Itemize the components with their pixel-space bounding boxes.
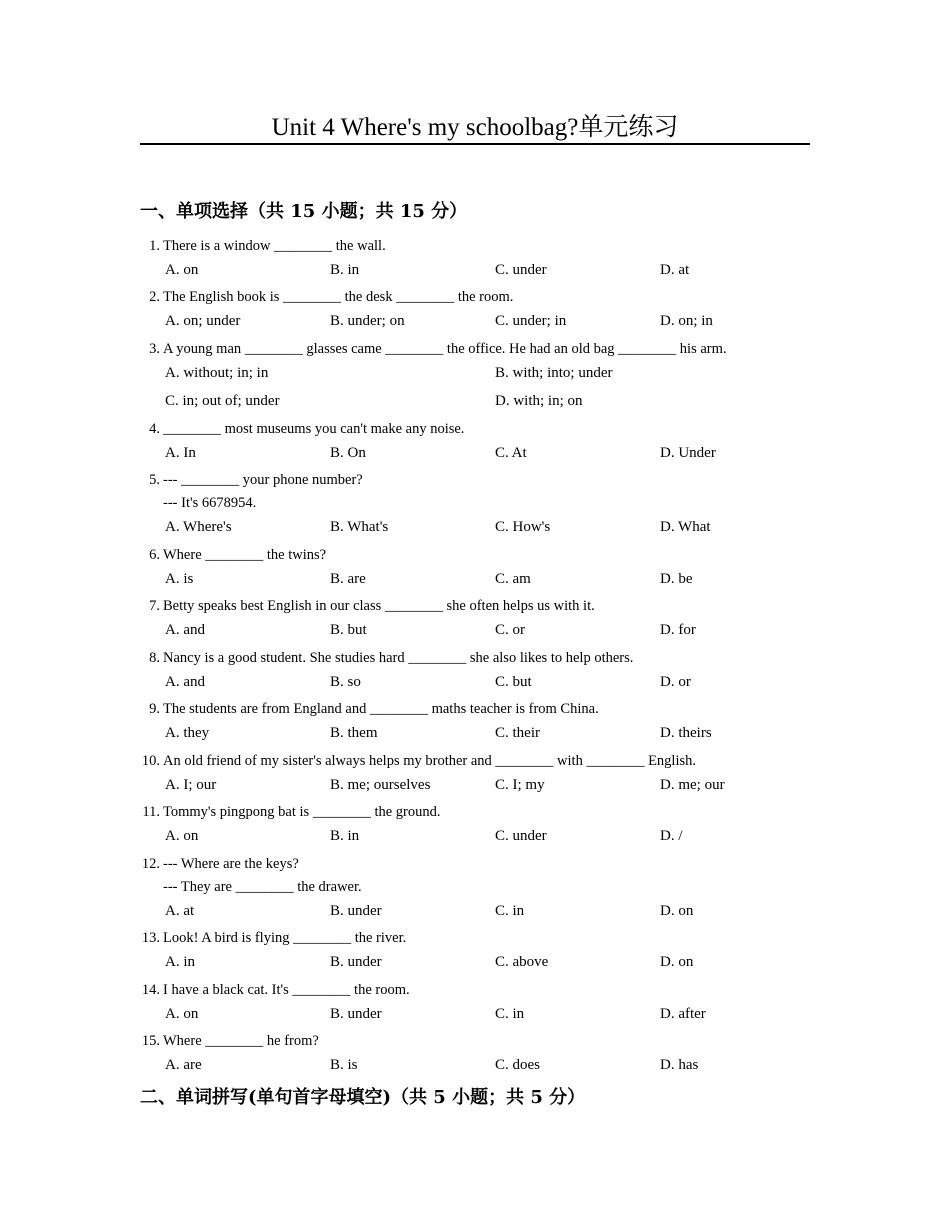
question-number: 9. [149, 701, 160, 717]
answer-option: D. / [660, 828, 683, 844]
question-text: I have a black cat. It's ________ the room. [163, 982, 410, 998]
answer-option: C. or [495, 622, 525, 638]
answer-option: A. on [165, 828, 199, 844]
answer-option: C. above [495, 954, 549, 970]
answer-option: D. Under [660, 445, 716, 461]
answer-option: D. on; in [660, 313, 713, 329]
answer-option: A. at [165, 903, 195, 919]
answer-option: A. without; in; in [165, 365, 269, 381]
question-number: 15. [141, 1033, 160, 1049]
answer-option: D. has [660, 1057, 699, 1073]
answer-option: B. but [330, 622, 367, 638]
question-number: 1. [149, 238, 160, 254]
answer-option: A. I; our [165, 777, 217, 793]
question-text: ________ most museums you can't make any noise. [163, 421, 465, 437]
question-number: 13. [141, 930, 160, 946]
answer-option: D. theirs [660, 725, 712, 741]
answer-option: D. be [660, 571, 693, 587]
question-text: Nancy is a good student. She studies hard ________ she also likes to help others. [163, 650, 634, 666]
answer-option: B. with; into; under [495, 365, 613, 381]
question-number: 14. [141, 982, 160, 998]
page-title: Unit 4 Where's my schoolbag?单元练习 [271, 114, 679, 141]
answer-option: B. is [330, 1057, 358, 1073]
question-text: A young man ________ glasses came ________ the office. He had an old bag ________ his arm. [163, 341, 727, 357]
answer-option: B. in [330, 262, 360, 278]
answer-option: A. they [165, 725, 210, 741]
question-number: 10. [141, 753, 160, 769]
answer-option: A. In [165, 445, 196, 461]
answer-option: A. and [165, 674, 205, 690]
answer-option: B. are [330, 571, 366, 587]
answer-option: D. on [660, 903, 694, 919]
question-text: Where ________ he from? [163, 1033, 319, 1049]
answer-option: B. under [330, 954, 382, 970]
answer-option: C. in [495, 1006, 525, 1022]
answer-option: A. and [165, 622, 205, 638]
section-heading-1: 一、单项选择（共 15 小题；共 15 分） [140, 201, 468, 222]
question-number: 3. [149, 341, 160, 357]
answer-option: A. is [165, 571, 194, 587]
answer-option: B. in [330, 828, 360, 844]
answer-option: B. me; ourselves [330, 777, 431, 793]
question-text: There is a window ________ the wall. [163, 238, 386, 254]
question-number: 8. [149, 650, 160, 666]
answer-option: B. so [330, 674, 361, 690]
question-text: Where ________ the twins? [163, 547, 327, 563]
question-text: --- ________ your phone number? [163, 472, 363, 488]
question-number: 5. [149, 472, 160, 488]
answer-option: A. on [165, 262, 199, 278]
question-text: Tommy's pingpong bat is ________ the ground. [163, 804, 441, 820]
question-number: 2. [149, 289, 160, 305]
question-text: Look! A bird is flying ________ the river. [163, 930, 407, 946]
answer-option: B. under [330, 1006, 382, 1022]
answer-option: C. am [495, 571, 531, 587]
question-number: 7. [149, 598, 160, 614]
question-text: Betty speaks best English in our class ________ she often helps us with it. [163, 598, 595, 614]
answer-option: D. for [660, 622, 696, 638]
question-number: 4. [149, 421, 160, 437]
answer-option: B. What's [330, 519, 389, 535]
question-text: The students are from England and ________ maths teacher is from China. [163, 701, 599, 717]
answer-option: C. I; my [495, 777, 545, 793]
answer-option: C. does [495, 1057, 540, 1073]
answer-option: D. or [660, 674, 691, 690]
question-number: 6. [149, 547, 160, 563]
answer-option: D. me; our [660, 777, 725, 793]
answer-option: A. on; under [165, 313, 241, 329]
question-text: --- It's 6678954. [163, 495, 257, 511]
answer-option: D. What [660, 519, 711, 535]
section-heading-2: 二、单词拼写(单句首字母填空)（共 5 小题；共 5 分） [140, 1087, 586, 1108]
question-text: The English book is ________ the desk ________ the room. [163, 289, 514, 305]
answer-option: C. At [495, 445, 527, 461]
answer-option: C. under; in [495, 313, 567, 329]
question-text: --- They are ________ the drawer. [163, 879, 362, 895]
answer-option: A. on [165, 1006, 199, 1022]
answer-option: C. under [495, 262, 547, 278]
question-text: An old friend of my sister's always helps my brother and ________ with ________ English. [163, 753, 697, 769]
answer-option: B. them [330, 725, 378, 741]
question-text: --- Where are the keys? [163, 856, 299, 872]
title-underline [140, 143, 810, 145]
answer-option: C. under [495, 828, 547, 844]
answer-option: D. at [660, 262, 690, 278]
answer-option: D. on [660, 954, 694, 970]
answer-option: C. but [495, 674, 532, 690]
answer-option: D. with; in; on [495, 393, 583, 409]
answer-option: C. in; out of; under [165, 393, 280, 409]
answer-option: B. under [330, 903, 382, 919]
answer-option: A. Where's [165, 519, 232, 535]
answer-option: A. in [165, 954, 195, 970]
answer-option: C. How's [495, 519, 551, 535]
answer-option: D. after [660, 1006, 706, 1022]
question-number: 11. [142, 804, 160, 820]
answer-option: C. in [495, 903, 525, 919]
answer-option: B. On [330, 445, 366, 461]
answer-option: B. under; on [330, 313, 405, 329]
question-number: 12. [141, 856, 160, 872]
answer-option: C. their [495, 725, 540, 741]
answer-option: A. are [165, 1057, 202, 1073]
